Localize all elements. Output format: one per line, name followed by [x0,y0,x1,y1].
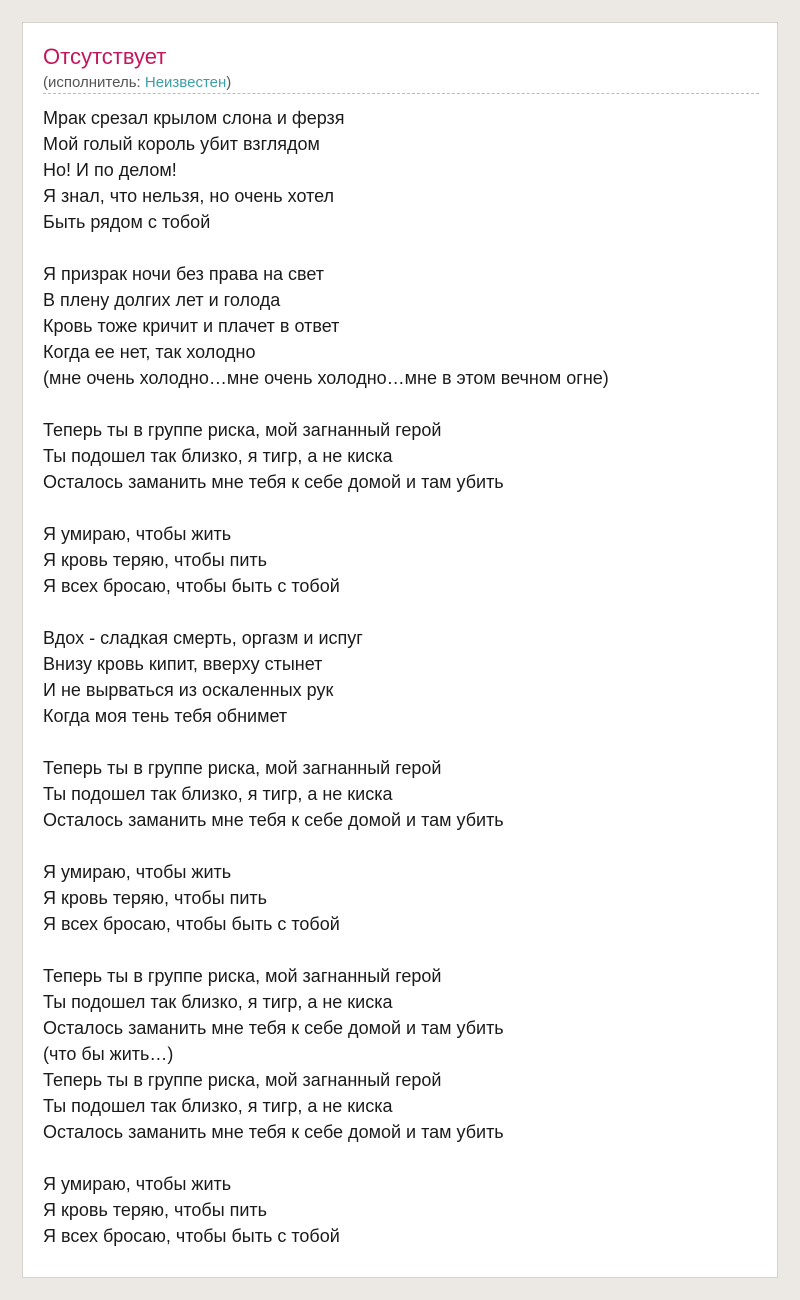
stanza-break [43,599,759,625]
lyric-line: Ты подошел так близко, я тигр, а не киска [43,992,393,1012]
song-title: Отсутствует [43,44,167,69]
lyric-line: Вдох - сладкая смерть, оргазм и испуг [43,628,363,648]
lyric-line: Я всех бросаю, чтобы быть с тобой [43,1226,340,1246]
lyric-line: В плену долгих лет и голода [43,290,281,310]
artist-link[interactable]: Неизвестен [144,74,227,91]
lyric-line: Но! И по делом! [43,160,177,180]
lyric-line: Я всех бросаю, чтобы быть с тобой [43,914,340,934]
lyric-line: Я призрак ночи без права на свет [43,264,325,284]
lyric-line: (мне очень холодно…мне очень холодно…мне в этом вечном огне) [43,368,609,388]
lyric-line: Я умираю, чтобы жить [43,1174,232,1194]
lyric-line: Осталось заманить мне тебя к себе домой и там убить [43,1122,504,1142]
lyric-line: Осталось заманить мне тебя к себе домой и там убить [43,810,504,830]
lyrics-card [22,22,778,1278]
lyric-line: Кровь тоже кричит и плачет в ответ [43,316,340,336]
lyric-line: Когда моя тень тебя обнимет [43,706,288,726]
lyric-line: Я всех бросаю, чтобы быть с тобой [43,576,340,596]
artist-suffix: ) [226,74,232,91]
lyric-line: Я умираю, чтобы жить [43,524,232,544]
lyric-line: Теперь ты в группе риска, мой загнанный герой [43,758,442,778]
artist-line [43,73,231,93]
stanza-break [43,729,759,755]
lyric-line: Осталось заманить мне тебя к себе домой и там убить [43,1018,504,1038]
lyric-line: Теперь ты в группе риска, мой загнанный герой [43,420,442,440]
stanza-break [43,833,759,859]
lyrics-body [43,105,759,1249]
stanza-break [43,235,759,261]
lyric-line: (что бы жить…) [43,1044,174,1064]
artist-prefix: (исполнитель: [43,74,145,91]
stanza-break [43,937,759,963]
lyric-line: Ты подошел так близко, я тигр, а не киска [43,784,393,804]
lyric-line: Быть рядом с тобой [43,212,211,232]
stanza-break [43,391,759,417]
lyric-line: Я кровь теряю, чтобы пить [43,888,268,908]
lyric-line: Осталось заманить мне тебя к себе домой и там убить [43,472,504,492]
lyric-line: Когда ее нет, так холодно [43,342,256,362]
lyric-line: Мой голый король убит взглядом [43,134,320,154]
lyric-line: Ты подошел так близко, я тигр, а не киска [43,1096,393,1116]
title-divider [43,93,759,94]
lyric-line: Теперь ты в группе риска, мой загнанный герой [43,966,442,986]
lyric-line: И не вырваться из оскаленных рук [43,680,334,700]
lyric-line: Я знал, что нельзя, но очень хотел [43,186,335,206]
lyric-line: Теперь ты в группе риска, мой загнанный герой [43,1070,442,1090]
lyric-line: Я кровь теряю, чтобы пить [43,1200,268,1220]
stanza-break [43,495,759,521]
lyric-line: Мрак срезал крылом слона и ферзя [43,108,345,128]
lyric-line: Я кровь теряю, чтобы пить [43,550,268,570]
stanza-break [43,1145,759,1171]
lyric-line: Внизу кровь кипит, вверху стынет [43,654,323,674]
lyric-line: Я умираю, чтобы жить [43,862,232,882]
lyric-line: Ты подошел так близко, я тигр, а не киска [43,446,393,466]
